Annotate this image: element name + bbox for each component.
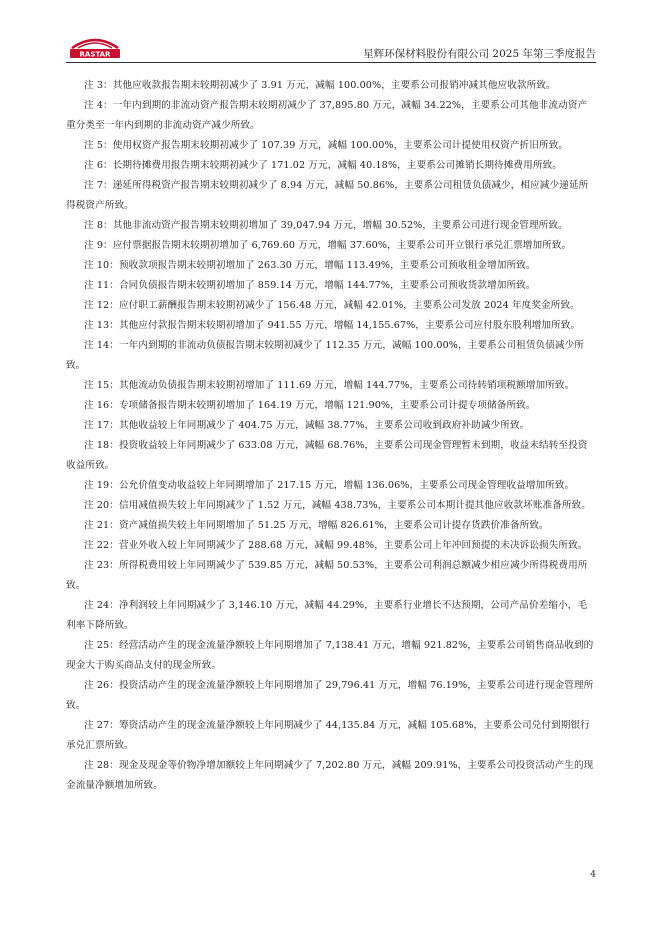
note-21: 注 21：资产减值损失较上年同期增加了 51.25 万元，增幅 826.61%，主要系公司计提存货跌价准备所致。	[84, 520, 549, 531]
note-17: 注 17：其他收益较上年同期减少了 404.75 万元，减幅 38.77%，主要系公司收到政府补助减少所致。	[84, 420, 530, 431]
note-6: 注 6：长期待摊费用报告期末较期初减少了 171.02 万元，减幅 40.18%，主要系公司摊销长期待摊费用所致。	[84, 160, 562, 171]
notes-section	[66, 76, 596, 796]
note-3: 注 3：其他应收款报告期末较期初减少了 3.91 万元，减幅 100.00%，主要系公司报销冲减其他应收款所致。	[84, 80, 556, 91]
note-12: 注 12：应付职工薪酬报告期末较期初减少了 156.48 万元，减幅 42.01%，主要系公司发放 2024 年度奖金所致。	[84, 300, 580, 311]
svg-text:RASTAR: RASTAR	[79, 50, 111, 59]
note-28: 注 28：现金及现金等价物净增加额较上年同期减少了 7,202.80 万元，减幅 209.91%，主要系公司投资活动产生的现金流量净额增加所致。	[66, 760, 594, 791]
note-24: 注 24：净利润较上年同期减少了 3,146.10 万元，减幅 44.29%，主要系行业增长不达预期，公司产品价差缩小，毛利率下降所致。	[66, 600, 588, 631]
note-9: 注 9：应付票据报告期末较期初增加了 6,769.60 万元，增幅 37.60%，主要系公司开立银行承兑汇票增加所致。	[84, 240, 572, 251]
note-20: 注 20：信用减值损失较上年同期减少了 1.52 万元，减幅 438.73%，主要系公司本期计提其他应收款坏账准备所致。	[84, 500, 591, 511]
note-14: 注 14：一年内到期的非流动负债报告期末较期初减少了 112.35 万元，减幅 100.00%，主要系公司租赁负债减少所致。	[66, 340, 585, 371]
note-11: 注 11：合同负债报告期末较期初增加了 859.14 万元，增幅 144.77%，主要系公司预收货款增加所致。	[84, 280, 536, 291]
note-25: 注 25：经营活动产生的现金流量净额较上年同期增加了 7,138.41 万元，增幅 921.82%，主要系公司销售商品收到的现金大于购买商品支付的现金所致。	[66, 640, 594, 671]
note-4: 注 4：一年内到期的非流动资产报告期末较期初减少了 37,895.80 万元，减幅 34.22%，主要系公司其他非流动资产重分类至一年内到期的非流动资产减少所致。	[66, 100, 588, 131]
note-13: 注 13：其他应付款报告期末较期初增加了 941.55 万元，增幅 14,155.67%，主要系公司应付股东股利增加所致。	[84, 320, 581, 331]
note-18: 注 18：投资收益较上年同期减少了 633.08 万元，减幅 68.76%，主要系公司现金管理暂未到期，收益未结转至投资收益所致。	[66, 440, 588, 471]
note-26: 注 26：投资活动产生的现金流量净额较上年同期增加了 29,796.41 万元，增幅 76.19%，主要系公司进行现金管理所致。	[66, 680, 594, 711]
note-15: 注 15：其他流动负债报告期末较期初增加了 111.69 万元，增幅 144.77%，主要系公司待转销项税额增加所致。	[84, 380, 575, 391]
note-7: 注 7：递延所得税资产报告期末较期初减少了 8.94 万元，减幅 50.86%，主要系公司租赁负债减少，相应减少递延所得税资产所致。	[66, 180, 589, 211]
rastar-logo	[66, 34, 124, 60]
note-19: 注 19：公允价值变动收益较上年同期增加了 217.15 万元，增幅 136.06%，主要系公司现金管理收益增加所致。	[84, 480, 575, 491]
note-5: 注 5：使用权资产报告期末较期初减少了 107.39 万元，减幅 100.00%，主要系公司计提使用权资产折旧所致。	[84, 140, 569, 151]
page-header	[66, 34, 596, 63]
note-16: 注 16：专项储备报告期末较期初增加了 164.19 万元，增幅 121.90%，主要系公司计提专项储备所致。	[84, 400, 536, 411]
note-23: 注 23：所得税费用较上年同期减少了 539.85 万元，减幅 50.53%，主要系公司利润总额减少相应减少所得税费用所致。	[66, 560, 588, 591]
note-8: 注 8：其他非流动资产报告期末较期初增加了 39,047.94 万元，增幅 30.52%，主要系公司进行现金管理所致。	[84, 220, 568, 231]
note-22: 注 22：营业外收入较上年同期减少了 288.68 万元，减幅 99.48%，主要系公司上年冲回预提的未决诉讼损失所致。	[84, 540, 588, 551]
page-number: 4	[590, 870, 596, 880]
note-10: 注 10：预收款项报告期末较期初增加了 263.30 万元，增幅 113.49%，主要系公司预收租金增加所致。	[84, 260, 536, 271]
note-27: 注 27：筹资活动产生的现金流量净额较上年同期减少了 44,135.84 万元，减幅 105.68%，主要系公司兑付到期银行承兑汇票所致。	[66, 720, 590, 751]
report-title: 星辉环保材料股份有限公司 2025 年第三季度报告	[363, 48, 596, 60]
